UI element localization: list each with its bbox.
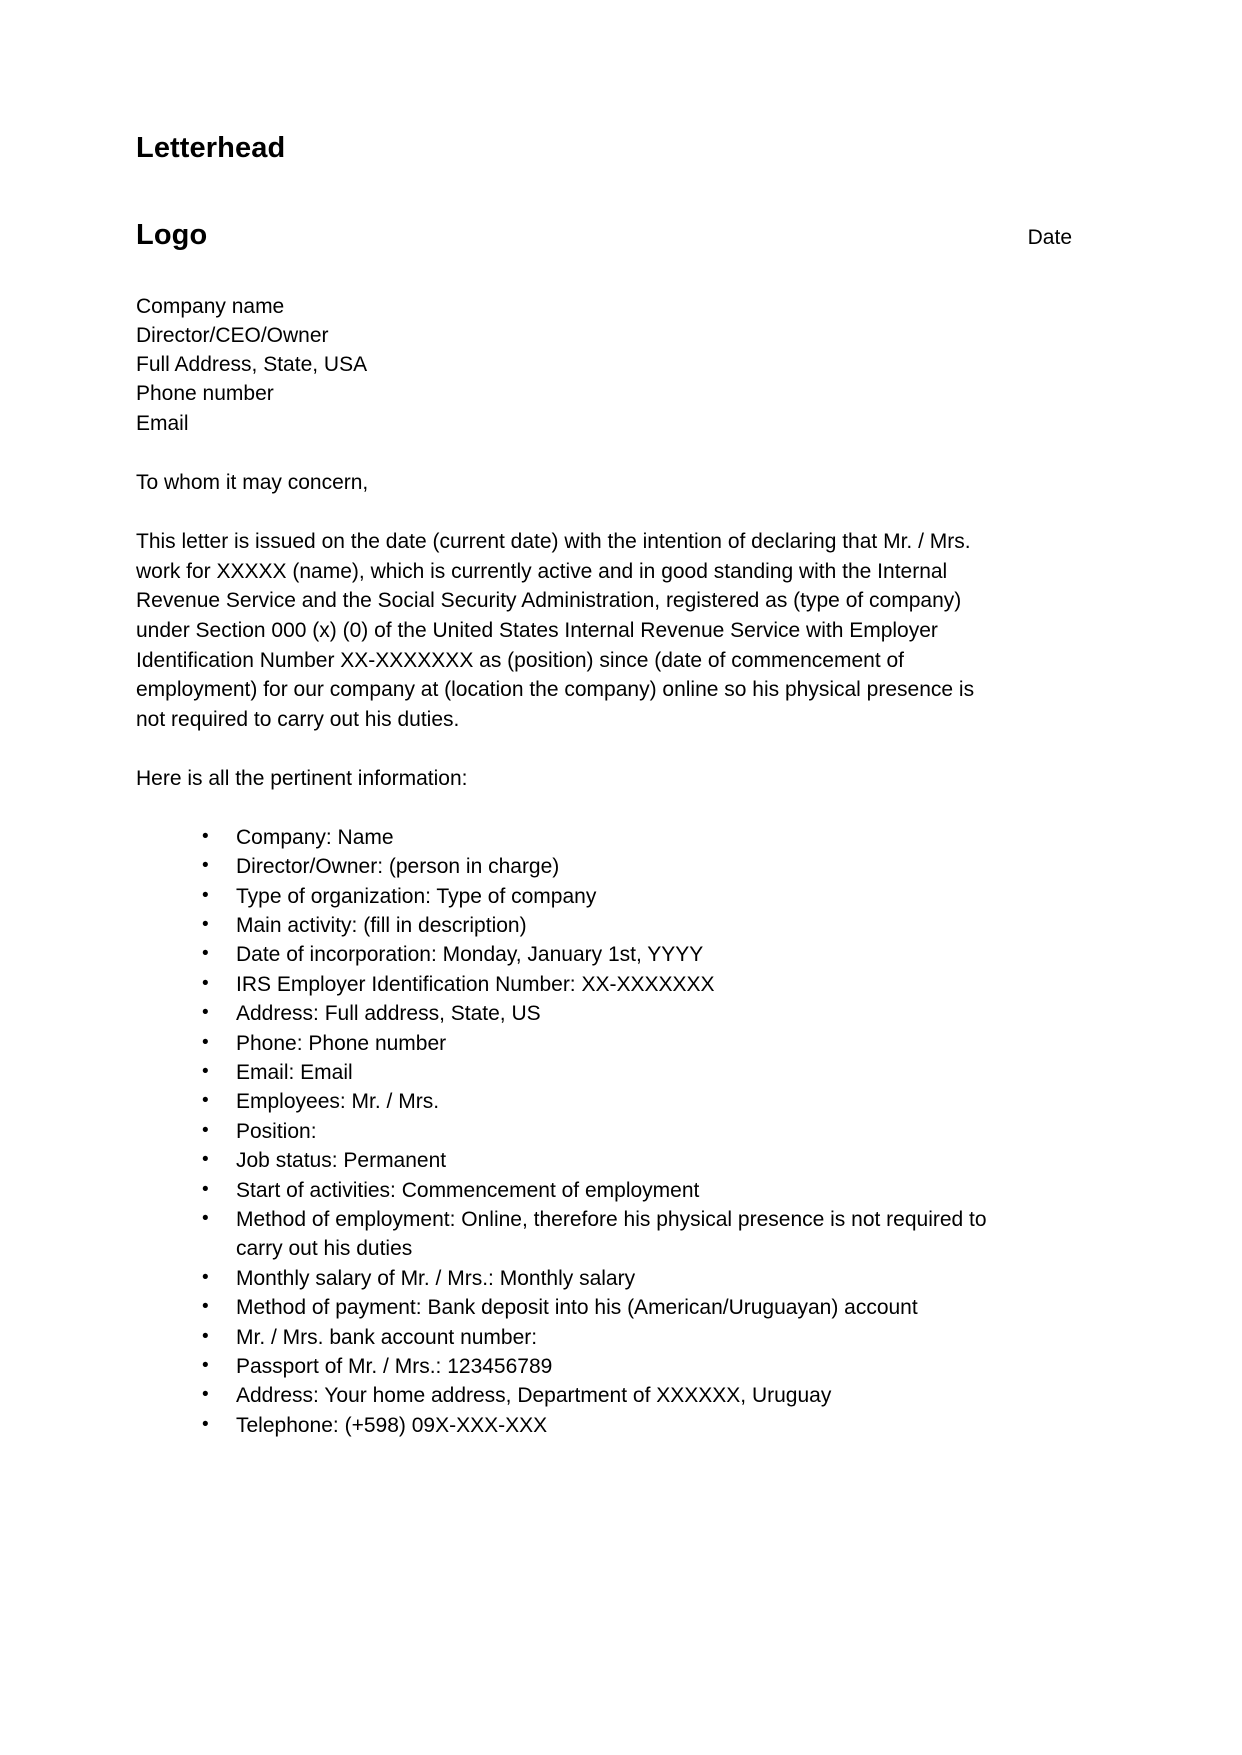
list-item: • Method of payment: Bank deposit into his (American/Uruguayan) account [202, 1293, 1002, 1322]
list-item: • Main activity: (fill in description) [202, 911, 1002, 940]
sender-address-block [136, 292, 1072, 438]
list-item: • Company: Name [202, 823, 1002, 852]
body-paragraph: This letter is issued on the date (current date) with the intention of declaring that Mr. / Mrs. work for XXXXX (name), which is currently active and in good standing with the Internal Revenue Service and the Social Security Administration, registered as (type of company) under Section 000 (x) (0) of the United States Internal Revenue Service with Employer Identification Number XX-XXXXXXX as (position) since (date of commencement of employment) for our company at (location the company) online so his physical presence is not required to carry out his duties. [136, 530, 975, 731]
logo-placeholder: Logo [136, 219, 208, 252]
list-item: • Passport of Mr. / Mrs.: 123456789 [202, 1352, 1002, 1381]
list-item: • Email: Email [202, 1058, 1002, 1087]
list-item: • Position: [202, 1117, 1002, 1146]
page-title: Letterhead [136, 132, 286, 164]
list-item: • Director/Owner: (person in charge) [202, 852, 1002, 881]
sender-email: Email [136, 411, 189, 435]
list-item: • Phone: Phone number [202, 1029, 1002, 1058]
list-item: • Address: Your home address, Department of XXXXXX, Uruguay [202, 1381, 1002, 1410]
list-item: • Type of organization: Type of company [202, 882, 1002, 911]
logo-date-row [136, 217, 1072, 253]
sender-role: Director/CEO/Owner [136, 323, 329, 347]
list-item: • Start of activities: Commencement of employment [202, 1176, 1002, 1205]
list-item: • Job status: Permanent [202, 1146, 1002, 1175]
sender-address: Full Address, State, USA [136, 353, 368, 377]
list-item: • Date of incorporation: Monday, January 1st, YYYY [202, 940, 1002, 969]
list-lead-in: Here is all the pertinent information: [136, 767, 468, 791]
date-label: Date [1027, 226, 1072, 250]
list-item: • Address: Full address, State, US [202, 999, 1002, 1028]
list-item: • Telephone: (+598) 09X-XXX-XXX [202, 1411, 1002, 1440]
salutation: To whom it may concern, [136, 470, 369, 494]
list-item: • Method of employment: Online, therefore his physical presence is not required to carry out his duties [202, 1205, 1002, 1264]
pertinent-information-list [136, 823, 1002, 1441]
list-item: • Monthly salary of Mr. / Mrs.: Monthly salary [202, 1264, 1002, 1293]
list-item: • Employees: Mr. / Mrs. [202, 1087, 1002, 1116]
list-item: • IRS Employer Identification Number: XX-XXXXXXX [202, 970, 1002, 999]
list-item: • Mr. / Mrs. bank account number: [202, 1323, 1002, 1352]
sender-company-name: Company name [136, 294, 285, 318]
sender-phone: Phone number [136, 382, 274, 406]
